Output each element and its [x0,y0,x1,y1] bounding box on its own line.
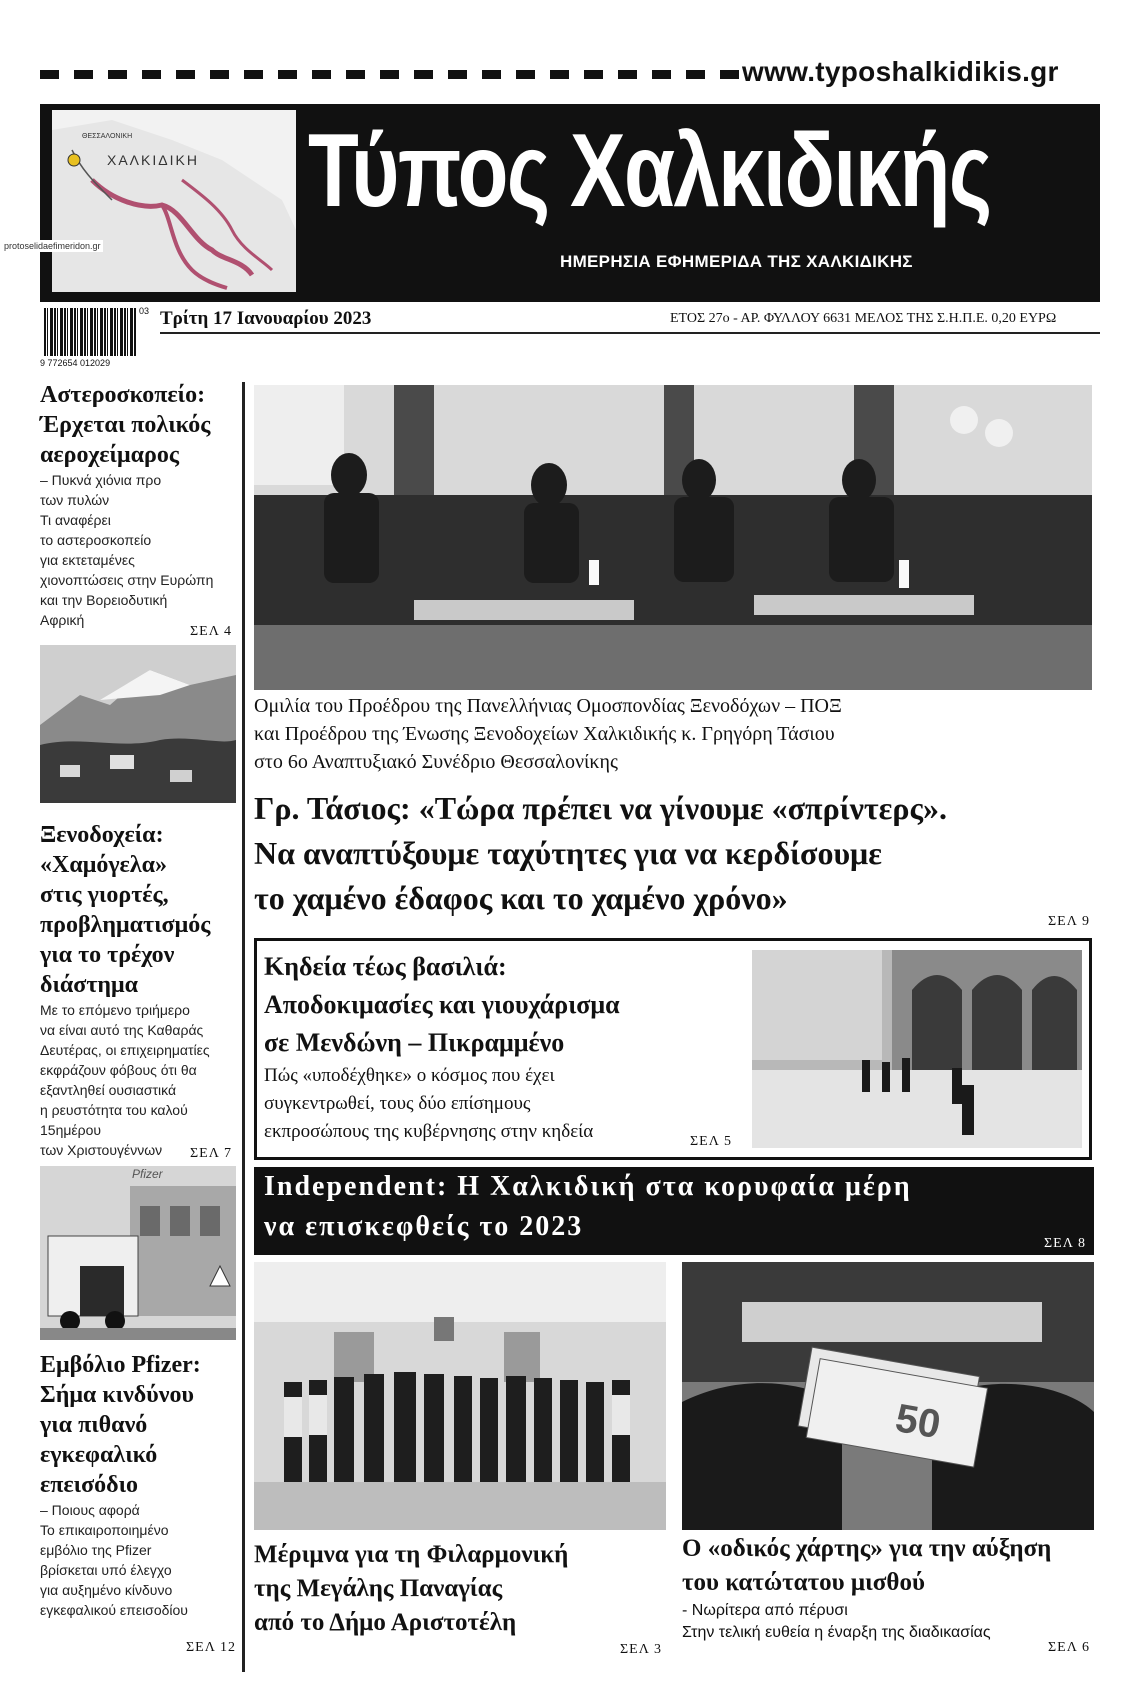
text-line: συγκεντρωθεί, τους δύο επίσημους [264,1093,531,1114]
text-line: εκπροσώπους της κυβέρνησης στην κηδεία [264,1121,594,1142]
headline-line: Αστεροσκοπείο: [40,382,206,408]
story-text [264,1062,754,1146]
mountain-photo [40,645,236,803]
headline-line: Έρχεται πολικός [40,412,211,438]
headline-line: Γρ. Τάσιος: «Τώρα πρέπει να γίνουμε «σπρίντερς». [254,790,947,826]
text-line: εκφράζουν φόβους ότι θα [40,1062,197,1078]
page-ref[interactable]: ΣΕΛ 7 [190,1146,232,1161]
banknote-value: 50 [892,1396,944,1448]
issue-date: Τρίτη 17 Ιανουαρίου 2023 [160,308,372,329]
text-line: Στην τελική ευθεία η έναρξη της διαδικασίας [682,1624,991,1641]
map-illustration [52,110,296,292]
headline-line: «Χαμόγελα» [40,852,167,878]
banknotes-photo [682,1262,1094,1530]
text-line: και την Βορειοδυτική [40,592,168,608]
text-line: Δευτέρας, οι επιχειρηματίες [40,1042,210,1058]
headline-line: Ξενοδοχεία: [40,822,164,848]
page-ref[interactable]: ΣΕΛ 5 [690,1134,732,1149]
text-line: Το επικαιροποιημένο [40,1522,169,1538]
headline-line: Μέριμνα για τη Φιλαρμονική [254,1541,569,1568]
story-text [40,470,240,630]
column-divider [242,382,245,1672]
map-label-chalkidiki: ΧΑΛΚΙΔΙΚΗ [107,152,199,168]
page-ref[interactable]: ΣΕΛ 4 [190,624,232,639]
text-line: – Ποιους αφορά [40,1502,140,1518]
caption-line: και Προέδρου της Ένωσης Ξενοδοχείων Χαλκιδικής κ. Γρηγόρη Τάσιου [254,723,835,745]
headline-line: σε Μενδώνη – Πικραμμένο [264,1028,565,1057]
text-line: για αυξημένο κίνδυνο [40,1582,173,1598]
page-ref[interactable]: ΣΕΛ 12 [186,1640,236,1655]
cathedral-photo [752,950,1082,1148]
watermark: protoselidaefimeridon.gr [4,241,101,251]
independent-banner[interactable] [254,1167,1094,1255]
text-line: εξαντληθεί ουσιαστικά [40,1082,177,1098]
text-line: χιονοπτώσεις στην Ευρώπη [40,572,214,588]
map-marker-icon [68,154,80,166]
minimum-wage-text [682,1600,1102,1644]
barcode-issue: 03 [139,306,150,316]
headline-line: Σήμα κινδύνου [40,1382,194,1408]
text-line: βρίσκεται υπό έλεγχο [40,1562,172,1578]
barcode-number: 9 772654 012029 [40,358,111,368]
headline-line: του κατώτατου μισθού [682,1569,925,1596]
main-headline[interactable] [254,786,1094,921]
headline-line: της Μεγάλης Παναγίας [254,1575,503,1602]
pfizer-sign: Pfizer [132,1167,163,1181]
headline-line: διάστημα [40,972,139,998]
caption-line: Ομιλία του Προέδρου της Πανελλήνιας Ομοσπονδίας Ξενοδόχων – ΠΟΞ [254,695,842,717]
text-line: των Χριστουγέννων [40,1142,163,1158]
main-photo-caption [254,692,1094,776]
headline-line: το χαμένο έδαφος και το χαμένο χρόνο» [254,880,788,916]
headline-line: στις γιορτές, [40,882,169,908]
date-underline [160,332,1100,334]
text-line: 15ημέρου [40,1122,102,1138]
text-line: για εκτεταμένες [40,552,135,568]
minimum-wage-headline[interactable] [682,1532,1102,1600]
headline-line: για το τρέχον [40,942,175,968]
text-line: Πώς «υποδέχθηκε» ο κόσμος που έχει [264,1065,555,1086]
story-headline [40,1350,240,1500]
funeral-story [264,948,754,1146]
story-headline [264,948,754,1062]
headline-line: Ο «οδικός χάρτης» για την αύξηση [682,1535,1052,1562]
philharmonic-headline[interactable] [254,1538,654,1640]
pfizer-truck-photo [40,1166,236,1340]
story-text [40,1000,240,1160]
text-line: να είναι αυτό της Καθαράς [40,1022,204,1038]
text-line: Τι αναφέρει [40,512,111,528]
website-url[interactable]: www.typoshalkidikis.gr [742,56,1059,87]
top-dashed-rule [40,70,740,79]
map-label-thessaloniki: ΘΕΣΣΑΛΟΝΙΚΗ [82,133,133,140]
headline-line: αεροχείμαρος [40,442,179,468]
newspaper-subtitle: ΗΜΕΡΗΣΙΑ ΕΦΗΜΕΡΙΔΑ ΤΗΣ ΧΑΛΚΙΔΙΚΗΣ [560,252,913,271]
text-line: εγκεφαλικού επεισοδίου [40,1602,188,1618]
story-headline [40,820,240,1000]
sidebar-story-observatory[interactable] [40,380,240,630]
headline-line: Κηδεία τέως βασιλιά: [264,952,507,981]
headline-line: για πιθανό [40,1412,148,1438]
headline-line: εγκεφαλικό [40,1442,158,1468]
text-line: Με το επόμενο τριήμερο [40,1002,190,1018]
headline-line: από το Δήμο Αριστοτέλη [254,1609,517,1636]
page-ref[interactable]: ΣΕΛ 6 [1048,1640,1090,1655]
text-line: Αφρική [40,612,85,628]
text-line: η ρευστότητα του καλού [40,1102,188,1118]
banner-line: να επισκεφθείς το 2023 [264,1211,584,1242]
text-line: εμβόλιο της Pfizer [40,1542,152,1558]
issue-info: ΕΤΟΣ 27ο - ΑΡ. ΦΥΛΛΟΥ 6631 ΜΕΛΟΣ ΤΗΣ Σ.Η.Π.Ε. 0,20 ΕΥΡΩ [670,311,1057,326]
story-text [40,1500,240,1620]
caption-line: στο 6ο Αναπτυξιακό Συνέδριο Θεσσαλονίκης [254,751,618,773]
chalkidiki-map [52,110,296,292]
page-ref[interactable]: ΣΕΛ 9 [1048,914,1090,929]
newspaper-title: Τύπος Χαλκιδικής [308,113,991,229]
barcode [44,308,136,356]
headline-line: Αποδοκιμασίες και γιουχάρισμα [264,990,620,1019]
page-ref[interactable]: ΣΕΛ 3 [620,1642,662,1657]
text-line: το αστεροσκοπείο [40,532,152,548]
conference-photo [254,385,1092,690]
headline-line: επεισόδιο [40,1472,139,1498]
sidebar-story-hotels[interactable] [40,820,240,1160]
banner-line: Independent: Η Χαλκιδική στα κορυφαία μέρη [264,1171,912,1202]
headline-line: Εμβόλιο Pfizer: [40,1352,201,1378]
text-line: των πυλών [40,492,110,508]
headline-line: Να αναπτύξουμε ταχύτητες για να κερδίσουμε [254,835,882,871]
text-line: – Πυκνά χιόνια πρo [40,472,162,488]
sidebar-story-pfizer[interactable] [40,1350,240,1620]
headline-line: προβληματισμός [40,912,211,938]
philharmonic-group-photo [254,1262,666,1530]
text-line: - Νωρίτερα από πέρυσι [682,1602,848,1619]
story-headline [40,380,240,470]
page-ref[interactable]: ΣΕΛ 8 [1044,1236,1086,1251]
